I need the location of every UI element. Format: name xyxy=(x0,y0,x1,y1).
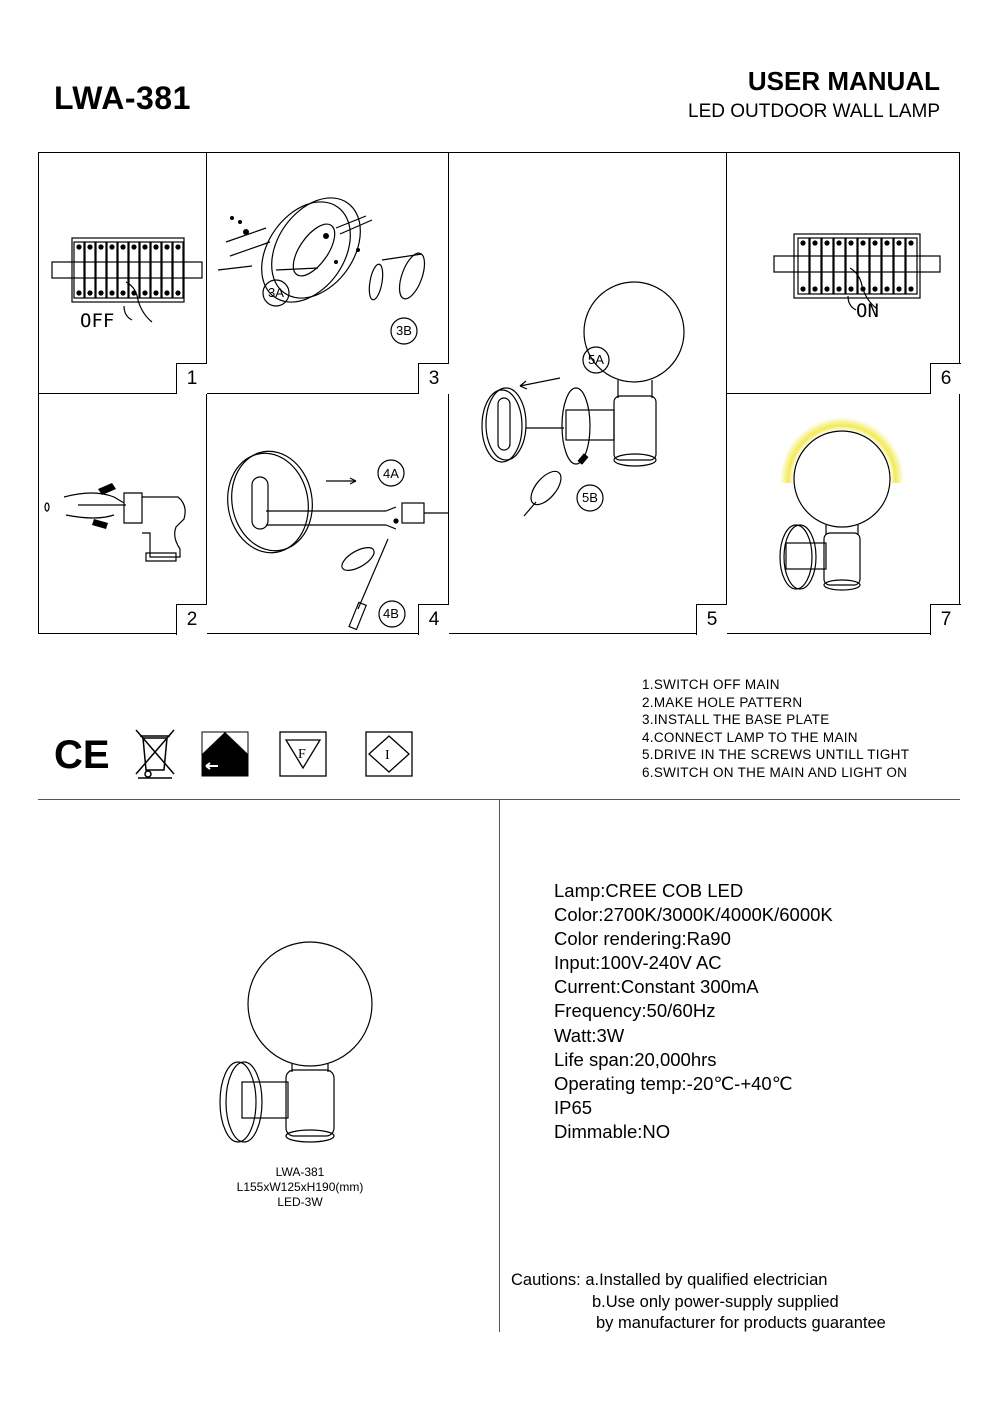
on-label: ON xyxy=(856,300,879,322)
step-item: 1.SWITCH OFF MAIN xyxy=(642,677,780,692)
step-item: 4.CONNECT LAMP TO THE MAIN xyxy=(642,729,858,745)
wiring-icon xyxy=(206,393,448,634)
panel-7-light-on xyxy=(726,393,960,634)
spec-label: Color rendering xyxy=(554,928,682,950)
step-number-4: 4 xyxy=(418,604,449,635)
ce-mark-text: CE xyxy=(54,733,110,777)
caution-a: a.Installed by qualified electrician xyxy=(585,1271,828,1289)
caution-b-line1: b.Use only power-supply supplied xyxy=(592,1292,839,1311)
drill-icon xyxy=(38,393,206,634)
spec-value: -20℃-+40℃ xyxy=(686,1072,793,1094)
wall-lamp-icon xyxy=(200,940,400,1150)
step-item: 5.DRIVE IN THE SCREWS UNTILL TIGHT xyxy=(642,747,910,763)
callout-5b: 5B xyxy=(582,490,598,505)
callout-3b: 3B xyxy=(396,323,412,338)
caption-dimensions: L155xW125xH190(mm) xyxy=(236,1180,364,1194)
caption-model: LWA-381 xyxy=(275,1165,325,1179)
column-divider xyxy=(499,800,500,1332)
spec-value: 2700K/3000K/4000K/6000K xyxy=(603,904,833,926)
panel-4-connect-lamp xyxy=(206,393,448,634)
spec-label: Input xyxy=(554,952,596,974)
spec-value: 50/60Hz xyxy=(646,1000,716,1022)
lamp-lit-icon xyxy=(726,393,960,634)
spec-value: 3W xyxy=(596,1024,625,1046)
callout-4b-circle xyxy=(378,600,406,628)
spec-row: Watt:3W xyxy=(554,1024,625,1046)
product-caption xyxy=(200,1165,400,1210)
off-label: OFF xyxy=(80,310,115,332)
spec-row: Life span:20,000hrs xyxy=(554,1048,717,1070)
step-item: 6.SWITCH ON THE MAIN AND LIGHT ON xyxy=(642,764,908,780)
class-i-icon xyxy=(366,732,412,776)
spec-row: Color rendering:Ra90 xyxy=(554,928,731,950)
spec-row: Frequency:50/60Hz xyxy=(554,1000,716,1022)
caution-a-line xyxy=(511,1270,886,1292)
f-mark-text: F xyxy=(298,747,306,762)
certification-marks xyxy=(48,722,428,784)
ce-mark-icon xyxy=(54,733,110,777)
panel-5-drive-screws xyxy=(448,152,726,634)
lamp-mounting-icon xyxy=(448,152,726,634)
product-illustration xyxy=(200,940,400,1150)
manual-title: USER MANUAL xyxy=(747,66,940,96)
panel-2-drill-holes xyxy=(38,393,206,634)
panel-6-switch-on xyxy=(726,152,960,393)
panel-3-install-base-plate xyxy=(206,152,448,393)
cert-icons xyxy=(48,722,428,784)
callout-4a: 4A xyxy=(383,466,399,481)
spec-row: Color:2700K/3000K/4000K/6000K xyxy=(554,904,833,926)
spec-row: Operating temp:-20℃-+40℃ xyxy=(554,1072,793,1094)
spec-row: Lamp:CREE COB LED xyxy=(554,880,744,901)
step-number-3: 3 xyxy=(418,363,449,394)
spec-label: Current xyxy=(554,976,616,998)
step-item: 3.INSTALL THE BASE PLATE xyxy=(642,712,830,728)
spec-label: Life span xyxy=(554,1048,630,1070)
spec-label: Color xyxy=(554,904,599,926)
breaker-panel-on-icon xyxy=(726,152,960,393)
callout-4b: 4B xyxy=(383,606,399,621)
step-item: 2.MAKE HOLE PATTERN xyxy=(642,694,803,710)
spec-row: Dimmable:NO xyxy=(554,1120,671,1142)
spec-value: Constant 300mA xyxy=(620,976,759,998)
spec-label: Dimmable xyxy=(554,1120,638,1142)
panel-1-switch-off xyxy=(38,152,206,393)
i-mark-text: I xyxy=(385,748,390,763)
spec-value: CREE COB LED xyxy=(605,880,744,901)
spec-label: Lamp xyxy=(554,880,601,901)
callout-5a: 5A xyxy=(588,352,604,367)
spec-row: Current:Constant 300mA xyxy=(554,976,759,998)
specifications xyxy=(554,879,833,1144)
step-number-2: 2 xyxy=(176,604,207,635)
spec-label: IP65 xyxy=(554,1096,593,1118)
cautions xyxy=(511,1270,886,1335)
weee-bin-icon xyxy=(136,730,174,778)
spec-label: Operating temp xyxy=(554,1072,682,1094)
breaker-panel-off-icon xyxy=(38,152,206,393)
steps-list xyxy=(642,676,909,782)
spec-value: NO xyxy=(642,1120,671,1142)
model-number: LWA-381 xyxy=(54,80,191,116)
callout-3a: 3A xyxy=(268,285,284,300)
step-number-6: 6 xyxy=(930,363,961,394)
base-plate-icon xyxy=(206,152,448,393)
spec-value: Ra90 xyxy=(686,928,731,950)
manual-subtitle: LED OUTDOOR WALL LAMP xyxy=(688,101,940,122)
step-number-1: 1 xyxy=(176,363,207,394)
spec-row xyxy=(554,1096,833,1120)
caution-b-line2: by manufacturer for products guarantee xyxy=(596,1314,886,1332)
caption-power: LED-3W xyxy=(277,1195,323,1209)
spec-value: 20,000hrs xyxy=(634,1048,717,1070)
cautions-prefix: Cautions: xyxy=(511,1271,581,1289)
indoor-use-icon xyxy=(202,732,248,776)
step-number-7: 7 xyxy=(930,604,961,635)
spec-value: 100V-240V AC xyxy=(600,952,722,974)
spec-label: Frequency xyxy=(554,1000,642,1022)
spec-label: Watt xyxy=(554,1024,592,1046)
step-number-5: 5 xyxy=(696,604,727,635)
f-mark-icon xyxy=(280,732,326,776)
spec-row: Input:100V-240V AC xyxy=(554,952,722,974)
installation-steps-grid xyxy=(38,152,960,634)
